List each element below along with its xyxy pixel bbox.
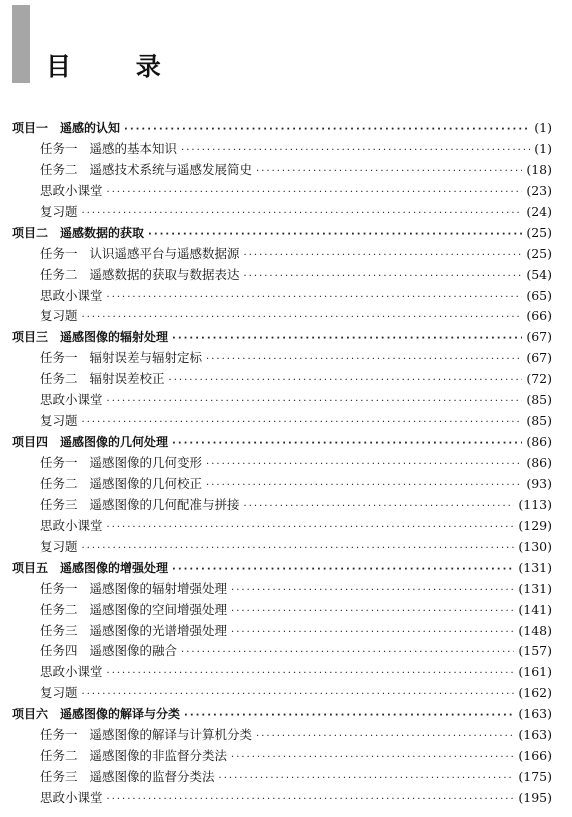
toc-entry-number: 项目六 (12, 707, 49, 722)
toc-entry-title: 遥感数据的获取 (60, 225, 145, 240)
toc-entry-number: 任务一 (40, 140, 78, 156)
dot-leader (82, 204, 523, 225)
toc-entry-number: 任务一 (40, 455, 78, 470)
dot-leader (172, 329, 522, 350)
toc-entry-extra[interactable] (12, 662, 552, 683)
toc-entry-title: 遥感图像的几何校正 (89, 475, 203, 491)
toc-entry-title: 遥感图像的非监督分类法 (89, 748, 228, 764)
toc-entry-page-number: (141) (518, 601, 552, 617)
toc-entry-extra[interactable] (12, 788, 552, 809)
dot-leader (244, 497, 515, 518)
toc-entry-title: 认识遥感平台与遥感数据源 (89, 245, 240, 261)
dot-leader (256, 162, 522, 183)
toc-entry-task[interactable] (12, 579, 552, 600)
toc-entry-page-number: (93) (526, 475, 552, 491)
toc-entry-page-number: (157) (518, 643, 552, 659)
dot-leader (231, 602, 514, 623)
toc-entry-title: 遥感图像的几何变形 (89, 455, 203, 470)
toc-entry-number: 项目五 (12, 560, 49, 575)
toc-entry-chapter[interactable] (12, 223, 552, 244)
toc-entry-title: 复习题 (40, 203, 78, 219)
toc-entry-title: 遥感图像的监督分类法 (89, 769, 215, 785)
toc-entry-extra[interactable] (12, 516, 552, 537)
toc-entry-page-number: (54) (526, 266, 552, 282)
toc-entry-page-number: (162) (518, 685, 552, 701)
toc-entry-task[interactable] (12, 641, 552, 662)
toc-entry-number: 任务三 (40, 496, 78, 512)
dot-leader (172, 560, 514, 581)
dot-leader (206, 455, 522, 476)
toc-entry-extra[interactable] (12, 390, 552, 411)
dot-leader (107, 664, 515, 685)
toc-entry-title: 辐射误差校正 (89, 371, 165, 387)
dot-leader (181, 141, 530, 162)
toc-entry-page-number: (195) (518, 790, 552, 805)
toc-entry-number: 项目一 (12, 121, 49, 135)
toc-entry-number: 任务三 (40, 622, 78, 638)
toc-entry-title: 复习题 (40, 413, 78, 429)
toc-entry-page-number: (163) (518, 727, 552, 743)
dot-leader (231, 748, 514, 769)
toc-entry-page-number: (85) (526, 392, 552, 408)
toc-entry-number: 任务二 (40, 266, 78, 282)
toc-entry-number: 任务二 (40, 371, 78, 387)
dot-leader (172, 434, 522, 455)
toc-entry-number: 任务四 (40, 643, 78, 659)
toc-entry-title: 遥感的基本知识 (89, 140, 178, 156)
toc-entry-number: 任务三 (40, 769, 78, 785)
toc-entry-page-number: (129) (518, 517, 552, 533)
toc-entry-title: 遥感图像的光谱增强处理 (89, 622, 228, 638)
dot-leader (244, 267, 523, 288)
dot-leader (107, 518, 515, 539)
dot-leader (82, 413, 523, 434)
dot-leader (82, 685, 515, 706)
toc-entry-title: 遥感图像的辐射增强处理 (89, 580, 228, 596)
toc-entry-task[interactable] (12, 139, 552, 160)
toc-entry-number: 任务二 (40, 748, 78, 764)
toc-entry-title: 思政小课堂 (40, 664, 103, 680)
toc-entry-title: 遥感图像的解译与计算机分类 (89, 727, 253, 743)
toc-entry-task[interactable] (12, 244, 552, 265)
toc-entry-extra[interactable] (12, 306, 552, 327)
dot-leader (82, 308, 523, 329)
toc-entry-title: 遥感数据的获取与数据表达 (89, 266, 240, 282)
toc-entry-chapter[interactable] (12, 558, 552, 579)
toc-entry-number: 项目三 (12, 330, 49, 345)
toc-entry-extra[interactable] (12, 537, 552, 558)
toc-entry-title: 思政小课堂 (40, 287, 103, 303)
table-of-contents (12, 118, 552, 809)
dot-leader (169, 371, 523, 392)
page-title: 目 录 (46, 52, 189, 81)
dot-leader (244, 246, 523, 267)
toc-entry-page-number: (1) (534, 120, 552, 135)
toc-entry-page-number: (67) (526, 350, 552, 366)
dot-leader (231, 581, 514, 602)
dot-leader (206, 350, 522, 371)
toc-entry-extra[interactable] (12, 286, 552, 307)
toc-entry-number: 项目二 (12, 225, 49, 240)
toc-entry-task[interactable] (12, 453, 552, 474)
dot-leader (124, 120, 530, 141)
toc-entry-page-number: (24) (526, 203, 552, 219)
toc-entry-title: 思政小课堂 (40, 517, 103, 533)
toc-entry-task[interactable] (12, 600, 552, 621)
toc-entry-task[interactable] (12, 348, 552, 369)
toc-entry-extra[interactable] (12, 683, 552, 704)
toc-entry-page-number: (113) (518, 496, 552, 512)
toc-entry-chapter[interactable] (12, 432, 552, 453)
toc-entry-task[interactable] (12, 767, 552, 788)
toc-entry-page-number: (166) (518, 748, 552, 764)
toc-entry-title: 遥感图像的融合 (89, 643, 178, 659)
toc-entry-task[interactable] (12, 746, 552, 767)
toc-entry-page-number: (25) (526, 245, 552, 261)
side-accent-bar (12, 5, 30, 83)
dot-leader (181, 643, 514, 664)
toc-entry-page-number: (86) (526, 434, 552, 450)
toc-entry-title: 思政小课堂 (40, 790, 103, 805)
toc-entry-page-number: (1) (534, 140, 552, 156)
toc-entry-task[interactable] (12, 495, 552, 516)
dot-leader (148, 225, 522, 246)
toc-entry-number: 任务一 (40, 245, 78, 261)
toc-entry-task[interactable] (12, 265, 552, 286)
toc-entry-task[interactable] (12, 369, 552, 390)
dot-leader (107, 790, 515, 811)
dot-leader (231, 623, 514, 644)
toc-entry-page-number: (66) (526, 308, 552, 324)
dot-leader (184, 706, 514, 727)
dot-leader (107, 288, 523, 309)
toc-entry-page-number: (18) (526, 161, 552, 177)
dot-leader (82, 539, 515, 560)
toc-entry-task[interactable] (12, 160, 552, 181)
toc-entry-page-number: (25) (526, 224, 552, 240)
toc-entry-number: 任务二 (40, 601, 78, 617)
toc-entry-page-number: (65) (526, 287, 552, 303)
toc-entry-title: 遥感图像的增强处理 (60, 560, 169, 575)
toc-entry-title: 遥感技术系统与遥感发展简史 (89, 161, 253, 177)
toc-entry-number: 任务一 (40, 580, 78, 596)
toc-entry-number: 任务二 (40, 475, 78, 491)
toc-entry-number: 任务一 (40, 350, 78, 366)
toc-entry-title: 辐射误差与辐射定标 (89, 350, 203, 366)
toc-entry-page-number: (131) (518, 559, 552, 575)
toc-entry-page-number: (175) (518, 769, 552, 785)
toc-entry-title: 遥感图像的解译与分类 (60, 707, 181, 722)
toc-entry-number: 项目四 (12, 435, 49, 450)
toc-entry-chapter[interactable] (12, 327, 552, 348)
toc-entry-page-number: (72) (526, 371, 552, 387)
toc-entry-title: 遥感的认知 (60, 121, 121, 135)
toc-entry-title: 思政小课堂 (40, 392, 103, 408)
dot-leader (206, 476, 522, 497)
toc-entry-title: 复习题 (40, 685, 78, 701)
toc-entry-number: 任务一 (40, 727, 78, 743)
toc-entry-title: 复习题 (40, 538, 78, 554)
toc-entry-chapter[interactable] (12, 118, 552, 139)
toc-entry-page-number: (161) (518, 664, 552, 680)
toc-entry-task[interactable] (12, 725, 552, 746)
toc-entry-title: 遥感图像的几何处理 (60, 435, 169, 450)
dot-leader (107, 183, 523, 204)
dot-leader (219, 769, 515, 790)
toc-entry-task[interactable] (12, 474, 552, 495)
toc-entry-page-number: (148) (518, 622, 552, 638)
toc-entry-page-number: (85) (526, 413, 552, 429)
toc-entry-page-number: (23) (526, 182, 552, 198)
toc-entry-title: 遥感图像的几何配准与拼接 (89, 496, 240, 512)
toc-entry-title: 思政小课堂 (40, 182, 103, 198)
toc-entry-page-number: (131) (518, 580, 552, 596)
toc-entry-page-number: (130) (518, 538, 552, 554)
toc-entry-task[interactable] (12, 621, 552, 642)
toc-entry-title: 遥感图像的辐射处理 (60, 330, 169, 345)
toc-entry-extra[interactable] (12, 411, 552, 432)
dot-leader (107, 392, 523, 413)
toc-entry-title: 复习题 (40, 308, 78, 324)
toc-entry-page-number: (67) (526, 329, 552, 345)
toc-entry-page-number: (86) (526, 455, 552, 470)
toc-entry-page-number: (163) (518, 706, 552, 722)
toc-entry-number: 任务二 (40, 161, 78, 177)
toc-entry-chapter[interactable] (12, 704, 552, 725)
toc-entry-extra[interactable] (12, 202, 552, 223)
toc-entry-title: 遥感图像的空间增强处理 (89, 601, 228, 617)
toc-entry-extra[interactable] (12, 181, 552, 202)
dot-leader (256, 727, 514, 748)
